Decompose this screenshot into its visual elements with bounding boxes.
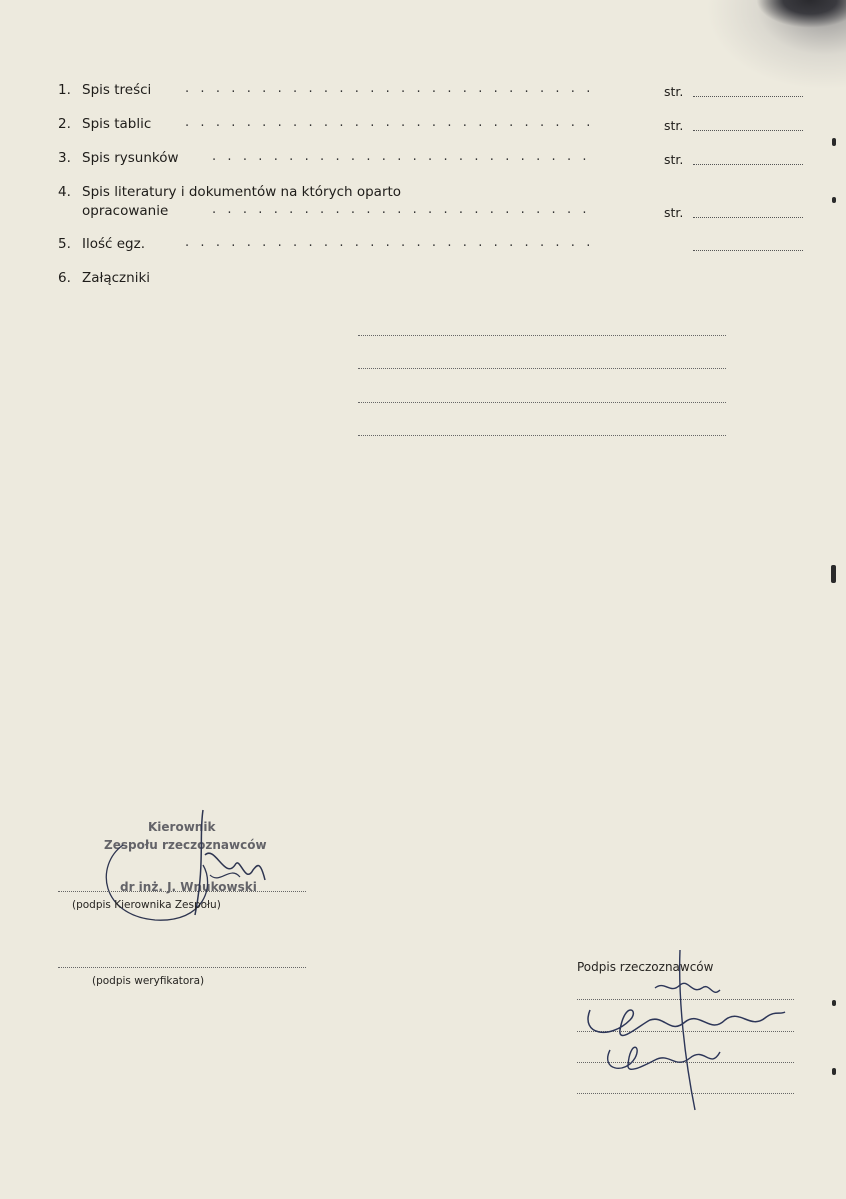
page-number-field[interactable] xyxy=(693,130,803,131)
dot-leader: ......................... xyxy=(212,149,598,164)
toc-item-contents: 1. Spis treści xyxy=(58,82,152,98)
dot-leader: ........................... xyxy=(185,81,602,96)
dot-leader: ......................... xyxy=(212,202,598,217)
attachment-line[interactable] xyxy=(358,368,726,369)
dot-leader: ........................... xyxy=(185,235,602,250)
verifier-caption: (podpis weryfikatora) xyxy=(92,975,205,987)
edge-mark xyxy=(831,565,836,583)
page-number-field[interactable] xyxy=(693,96,803,97)
page-ref-label: str. xyxy=(664,118,684,133)
stamp-unit: Zespołu rzeczoznawców xyxy=(104,838,267,852)
page-number-field[interactable] xyxy=(693,217,803,218)
edge-mark xyxy=(832,138,836,146)
experts-caption: Podpis rzeczoznawców xyxy=(577,960,714,974)
stamp-name: dr inż. J. Wnukowski xyxy=(120,880,257,894)
attachment-line[interactable] xyxy=(358,435,726,436)
page-ref-label: str. xyxy=(664,205,684,220)
edge-mark xyxy=(832,1000,836,1006)
toc-item-copies: 5. Ilość egz. xyxy=(58,236,145,252)
copies-field[interactable] xyxy=(693,250,803,251)
edge-mark xyxy=(832,1068,836,1075)
edge-mark xyxy=(832,197,836,203)
dot-leader: ........................... xyxy=(185,115,602,130)
torn-corner xyxy=(756,0,846,28)
page-ref-label: str. xyxy=(664,152,684,167)
toc-item-figures: 3. Spis rysunków xyxy=(58,150,179,166)
toc-item-literature: 4. Spis literatury i dokumentów na których oparto xyxy=(58,184,402,200)
page-number-field[interactable] xyxy=(693,164,803,165)
toc-item-attachments: 6. Załączniki xyxy=(58,270,151,286)
verifier-signature-line[interactable] xyxy=(58,967,306,968)
attachment-line[interactable] xyxy=(358,335,726,336)
attachment-line[interactable] xyxy=(358,402,726,403)
stamp-title: Kierownik xyxy=(148,820,216,834)
team-leader-caption: (podpis Kierownika Zespołu) xyxy=(72,899,221,911)
toc-item-literature-cont: opracowanie xyxy=(82,203,169,219)
toc-item-tables: 2. Spis tablic xyxy=(58,116,152,132)
team-leader-signature-line[interactable] xyxy=(58,891,306,892)
page-ref-label: str. xyxy=(664,84,684,99)
expert-signatures xyxy=(570,940,800,1115)
